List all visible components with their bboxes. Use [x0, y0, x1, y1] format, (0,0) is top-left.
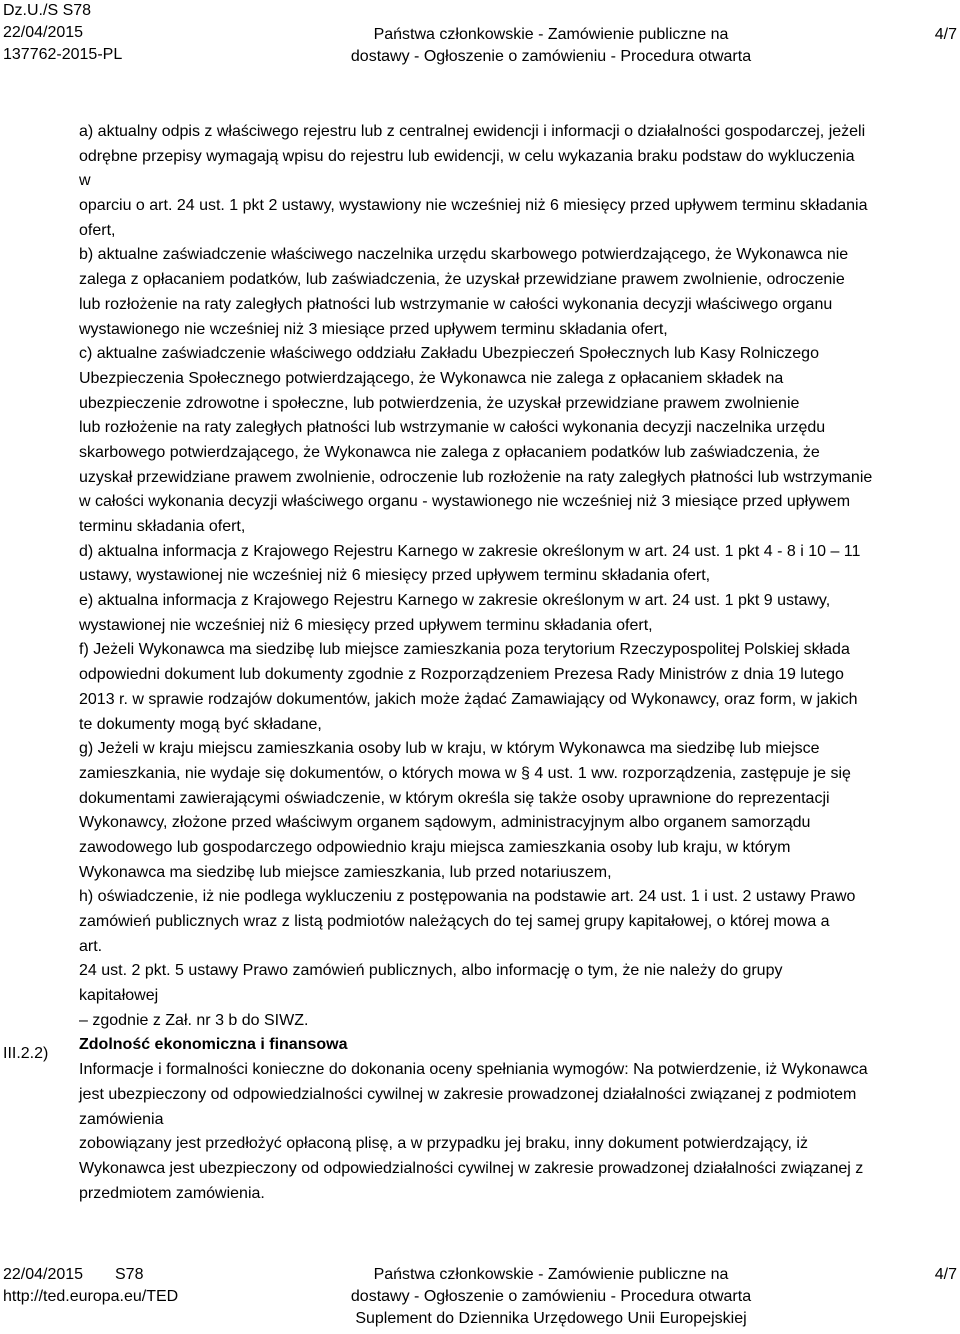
text-line: skarbowego potwierdzającego, że Wykonawca nie zalega z opłacaniem podatków lub zaświadczenia, że	[79, 443, 820, 461]
text-line: zawodowego lub gospodarczego odpowiednio kraju miejsca zamieszkania osoby lub kraju, w którym	[79, 838, 791, 856]
section-text-line: zobowiązany jest przedłożyć opłaconą plisę, a w przypadku jej braku, inny dokument potwierdzający, iż	[79, 1135, 808, 1153]
footer-url[interactable]: http://ted.europa.eu/TED	[3, 1288, 179, 1305]
text-line: Wykonawcy, złożone przed właściwym organem sądowym, administracyjnym albo organem samorządu	[79, 814, 811, 832]
header-date: 22/04/2015	[3, 24, 84, 41]
text-line: c) aktualne zaświadczenie właściwego oddziału Zakładu Ubezpieczeń Społecznych lub Kasy Rolniczego	[79, 345, 819, 363]
header-journal-ref: Dz.U./S S78	[3, 2, 92, 19]
footer-series: S78	[115, 1266, 144, 1283]
text-line: f) Jeżeli Wykonawca ma siedzibę lub miejsce zamieszkania poza terytorium Rzeczypospolitej Polskiej składa	[79, 641, 850, 659]
section-text-line: jest ubezpieczony od odpowiedzialności cywilnej w zakresie prowadzonej działalności związanej z podmiotem	[79, 1085, 857, 1103]
header-notice-id: 137762-2015-PL	[3, 46, 123, 63]
text-line: odrębne przepisy wymagają wpisu do rejestru lub ewidencji, w celu wykazania braku podstaw do wykluczenia	[79, 147, 855, 165]
text-line: te dokumenty mogą być składane,	[79, 715, 322, 733]
footer-supplement: Suplement do Dziennika Urzędowego Unii Europejskiej	[355, 1310, 747, 1327]
text-line: terminu składania ofert,	[79, 518, 246, 535]
text-line: 24 ust. 2 pkt. 5 ustawy Prawo zamówień publicznych, albo informację o tym, że nie należy do grupy	[79, 962, 783, 980]
header-title-line-1: Państwa członkowskie - Zamówienie publiczne na	[373, 26, 729, 43]
text-line: h) oświadczenie, iż nie podlega wykluczeniu z postępowania na podstawie art. 24 ust. 1 i ust. 2 ustawy Prawo	[79, 888, 856, 906]
text-line: odpowiedni dokument lub dokumenty zgodnie z Rozporządzeniem Prezesa Rady Ministrów z dnia 19 lutego	[79, 666, 844, 684]
text-line: zamieszkania, nie wydaje się dokumentów, o których mowa w § 4 ust. 1 ww. rozporządzenia, zastępuje je się	[79, 764, 851, 782]
footer-title-line-2: dostawy - Ogłoszenie o zamówieniu - Procedura otwarta	[350, 1288, 752, 1305]
text-line: ofert,	[79, 221, 116, 239]
text-line: d) aktualna informacja z Krajowego Rejestru Karnego w zakresie określonym w art. 24 ust. 1 pkt 4 - 8 i 10 – 11	[79, 542, 861, 560]
text-line: zalega z opłacaniem podatków, lub zaświadczenia, że uzyskał przewidziane prawem zwolnienie, odroczenie	[79, 271, 845, 289]
text-line: ubezpieczenie zdrowotne i społeczne, lub potwierdzenia, że uzyskał przewidziane prawem zwolnienie	[79, 394, 800, 412]
header-title	[300, 24, 802, 68]
text-line: dokumentami zawierającymi oświadczenie, w którym określa się także osoby uprawnione do reprezentacji	[79, 789, 830, 807]
footer-page-number: 4/7	[934, 1266, 957, 1283]
text-line: kapitałowej	[79, 987, 159, 1005]
requirements-list	[79, 120, 956, 1033]
section-number: III.2.2)	[3, 1045, 49, 1062]
text-line: – zgodnie z Zał. nr 3 b do SIWZ.	[79, 1011, 309, 1029]
text-line: oparciu o art. 24 ust. 1 pkt 2 ustawy, wystawiony nie wcześniej niż 6 miesięcy przed upływem terminu składania	[79, 197, 868, 215]
footer-title	[300, 1264, 802, 1330]
text-line: Wykonawca ma siedzibę lub miejsce zamieszkania, lub przed notariuszem,	[79, 863, 612, 881]
text-line: wystawionego nie wcześniej niż 3 miesiące przed upływem terminu składania ofert,	[79, 320, 668, 338]
section-text-line: Informacje i formalności konieczne do dokonania oceny spełniania wymogów: Na potwierdzenie, iż Wykonawca	[79, 1061, 868, 1079]
footer-publication-info	[3, 1264, 178, 1308]
section-content	[79, 1058, 956, 1206]
text-line: Ubezpieczenia Społecznego potwierdzającego, że Wykonawca nie zalega z opłacaniem składek na	[79, 369, 784, 387]
document-body	[79, 120, 956, 1206]
text-line: ustawy, wystawionej nie wcześniej niż 6 miesięcy przed upływem terminu składania ofert,	[79, 567, 711, 585]
text-line: w całości wykonania decyzji właściwego organu - wystawionego nie wcześniej niż 3 miesiące przed upływem	[79, 493, 851, 511]
section-text-line: zamówienia	[79, 1110, 164, 1128]
footer-title-line-1: Państwa członkowskie - Zamówienie publiczne na	[373, 1266, 729, 1283]
text-line: 2013 r. w sprawie rodzajów dokumentów, jakich może żądać Zamawiający od Wykonawcy, oraz form, w jakich	[79, 690, 858, 708]
text-line: g) Jeżeli w kraju miejscu zamieszkania osoby lub w kraju, w którym Wykonawca ma siedzibę lub miejsce	[79, 740, 820, 758]
text-line: uzyskał przewidziane prawem zwolnienie, odroczenie lub rozłożenie na raty zaległych płatności lub wstrzymanie	[79, 468, 873, 486]
section-text-line: Wykonawca jest ubezpieczony od odpowiedzialności cywilnej w zakresie prowadzonej działalności związanej z	[79, 1159, 864, 1177]
text-line: zamówień publicznych wraz z listą podmiotów należących do tej samej grupy kapitałowej, o której mowa a	[79, 913, 830, 930]
text-line: e) aktualna informacja z Krajowego Rejestru Karnego w zakresie określonym w art. 24 ust. 1 pkt 9 ustawy,	[79, 592, 831, 610]
header-page-number: 4/7	[934, 26, 957, 43]
text-line: lub rozłożenie na raty zaległych płatności lub wstrzymanie w całości wykonania decyzji naczelnika urzędu	[79, 419, 826, 437]
section-title: Zdolność ekonomiczna i finansowa	[79, 1036, 348, 1054]
header-title-line-2: dostawy - Ogłoszenie o zamówieniu - Procedura otwarta	[350, 48, 752, 65]
text-line: art.	[79, 937, 103, 955]
text-line: w	[79, 172, 91, 190]
header-publication-info	[3, 0, 122, 66]
text-line: wystawionej nie wcześniej niż 6 miesięcy przed upływem terminu składania ofert,	[79, 616, 653, 634]
text-line: a) aktualny odpis z właściwego rejestru lub z centralnej ewidencji i informacji o działalności gospodarczej, jeżeli	[79, 123, 866, 140]
text-line: lub rozłożenie na raty zaległych płatności lub wstrzymanie w całości wykonania decyzji właściwego organu	[79, 295, 833, 313]
footer-date: 22/04/2015	[3, 1266, 84, 1283]
section-text-line: przedmiotem zamówienia.	[79, 1184, 265, 1202]
text-line: b) aktualne zaświadczenie właściwego naczelnika urzędu skarbowego potwierdzającego, że Wykonawca nie	[79, 246, 849, 264]
